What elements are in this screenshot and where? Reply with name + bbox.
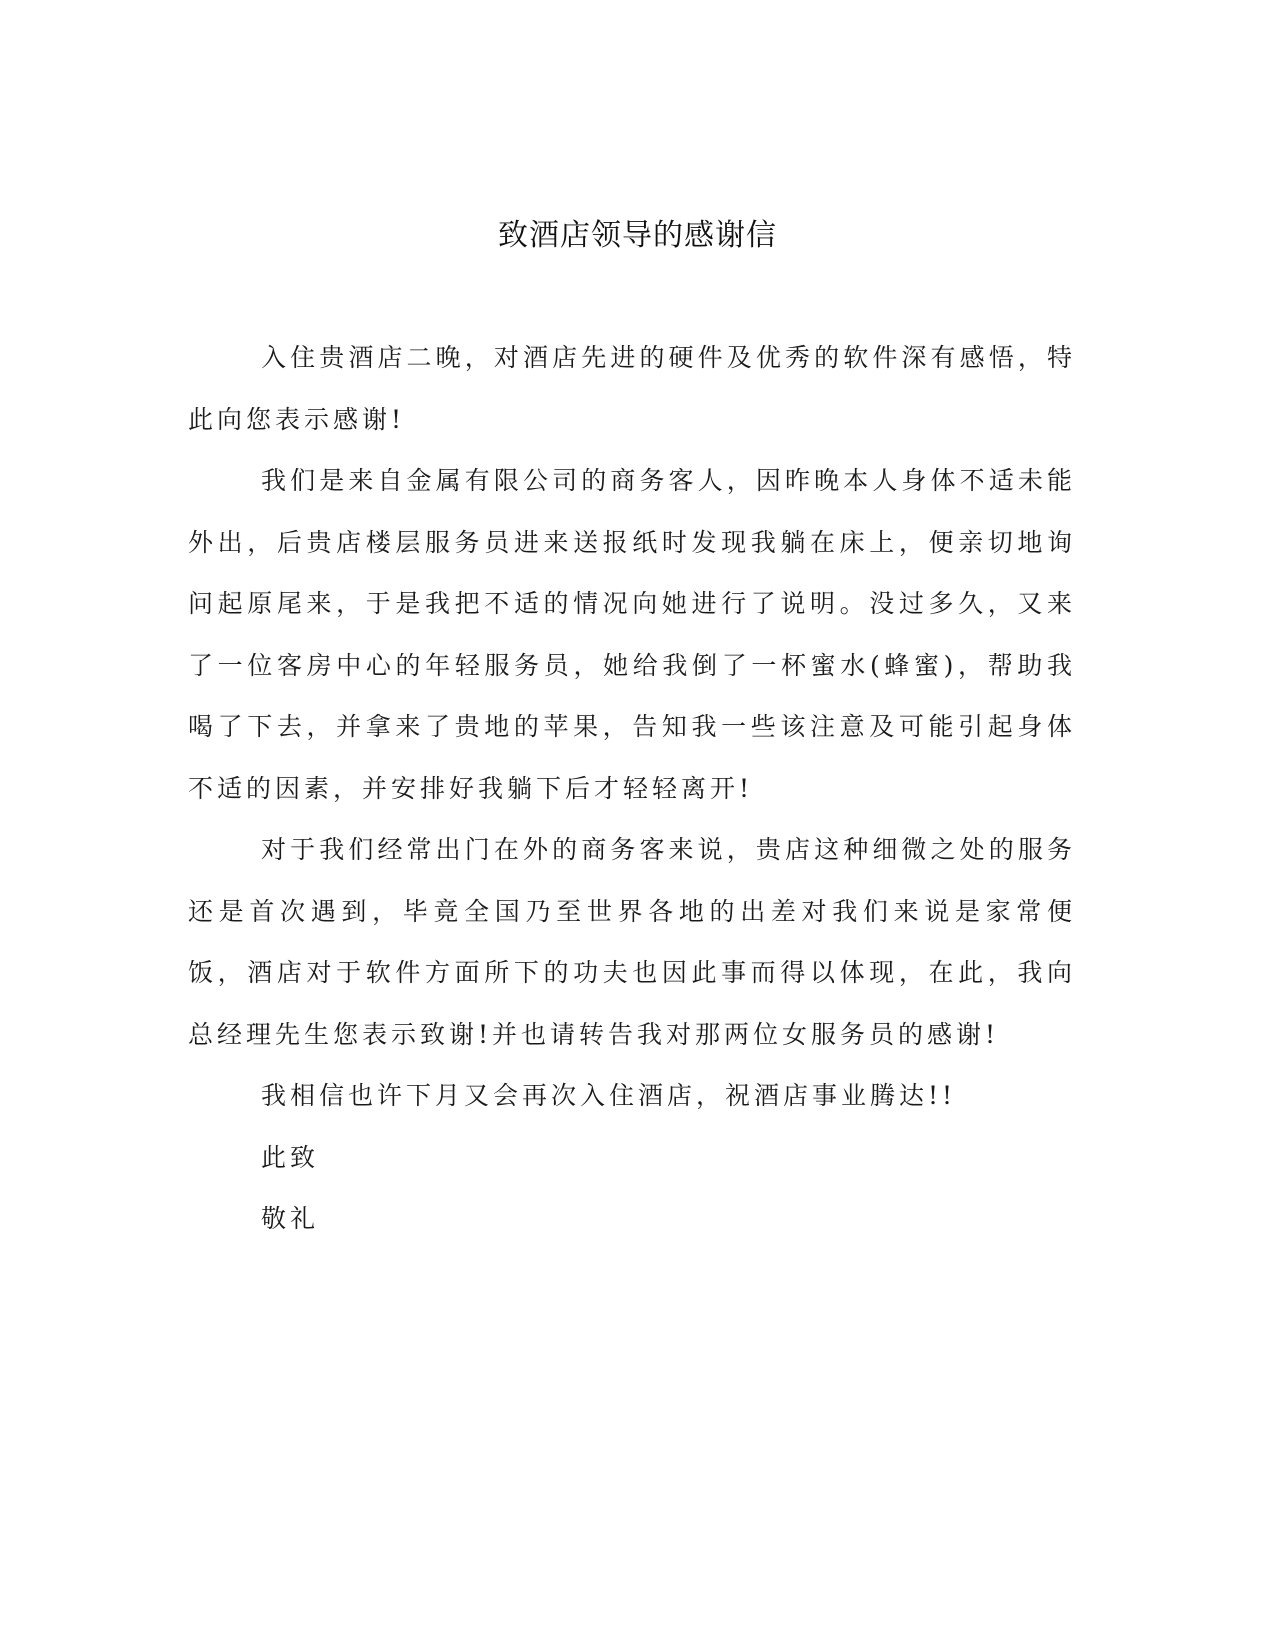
document-title: 致酒店领导的感谢信 bbox=[498, 218, 777, 253]
closing-salutation: 此致 bbox=[261, 1142, 320, 1172]
closing-regards: 敬礼 bbox=[261, 1204, 320, 1233]
paragraph-wishes: 我相信也许下月又会再次入住酒店，祝酒店事业腾达!! bbox=[261, 1081, 957, 1110]
paragraph-appreciation: 对于我们经常出门在外的商务客来说，贵店这种细微之处的服务还是首次遇到，毕竟全国乃至世界各地的出差对我们来说是家常便饭，酒店对于软件方面所下的功夫也因此事而得以体现，在此，我向总经理先生您表示致谢!并也请转告我对那两位女服务员的感谢! bbox=[188, 835, 1076, 1049]
paragraph-intro: 入住贵酒店二晚，对酒店先进的硬件及优秀的软件深有感悟，特此向您表示感谢! bbox=[188, 343, 1076, 434]
paragraph-incident: 我们是来自金属有限公司的商务客人，因昨晚本人身体不适未能外出，后贵店楼层服务员进来送报纸时发现我躺在床上，便亲切地询问起原尾来，于是我把不适的情况向她进行了说明。没过多久，又来了一位客房中心的年轻服务员，她给我倒了一杯蜜水(蜂蜜)，帮助我喝了下去，并拿来了贵地的苹果，告知我一些该注意及可能引起身体不适的因素，并安排好我躺下后才轻轻离开! bbox=[188, 466, 1076, 803]
document-body bbox=[188, 327, 1076, 1250]
